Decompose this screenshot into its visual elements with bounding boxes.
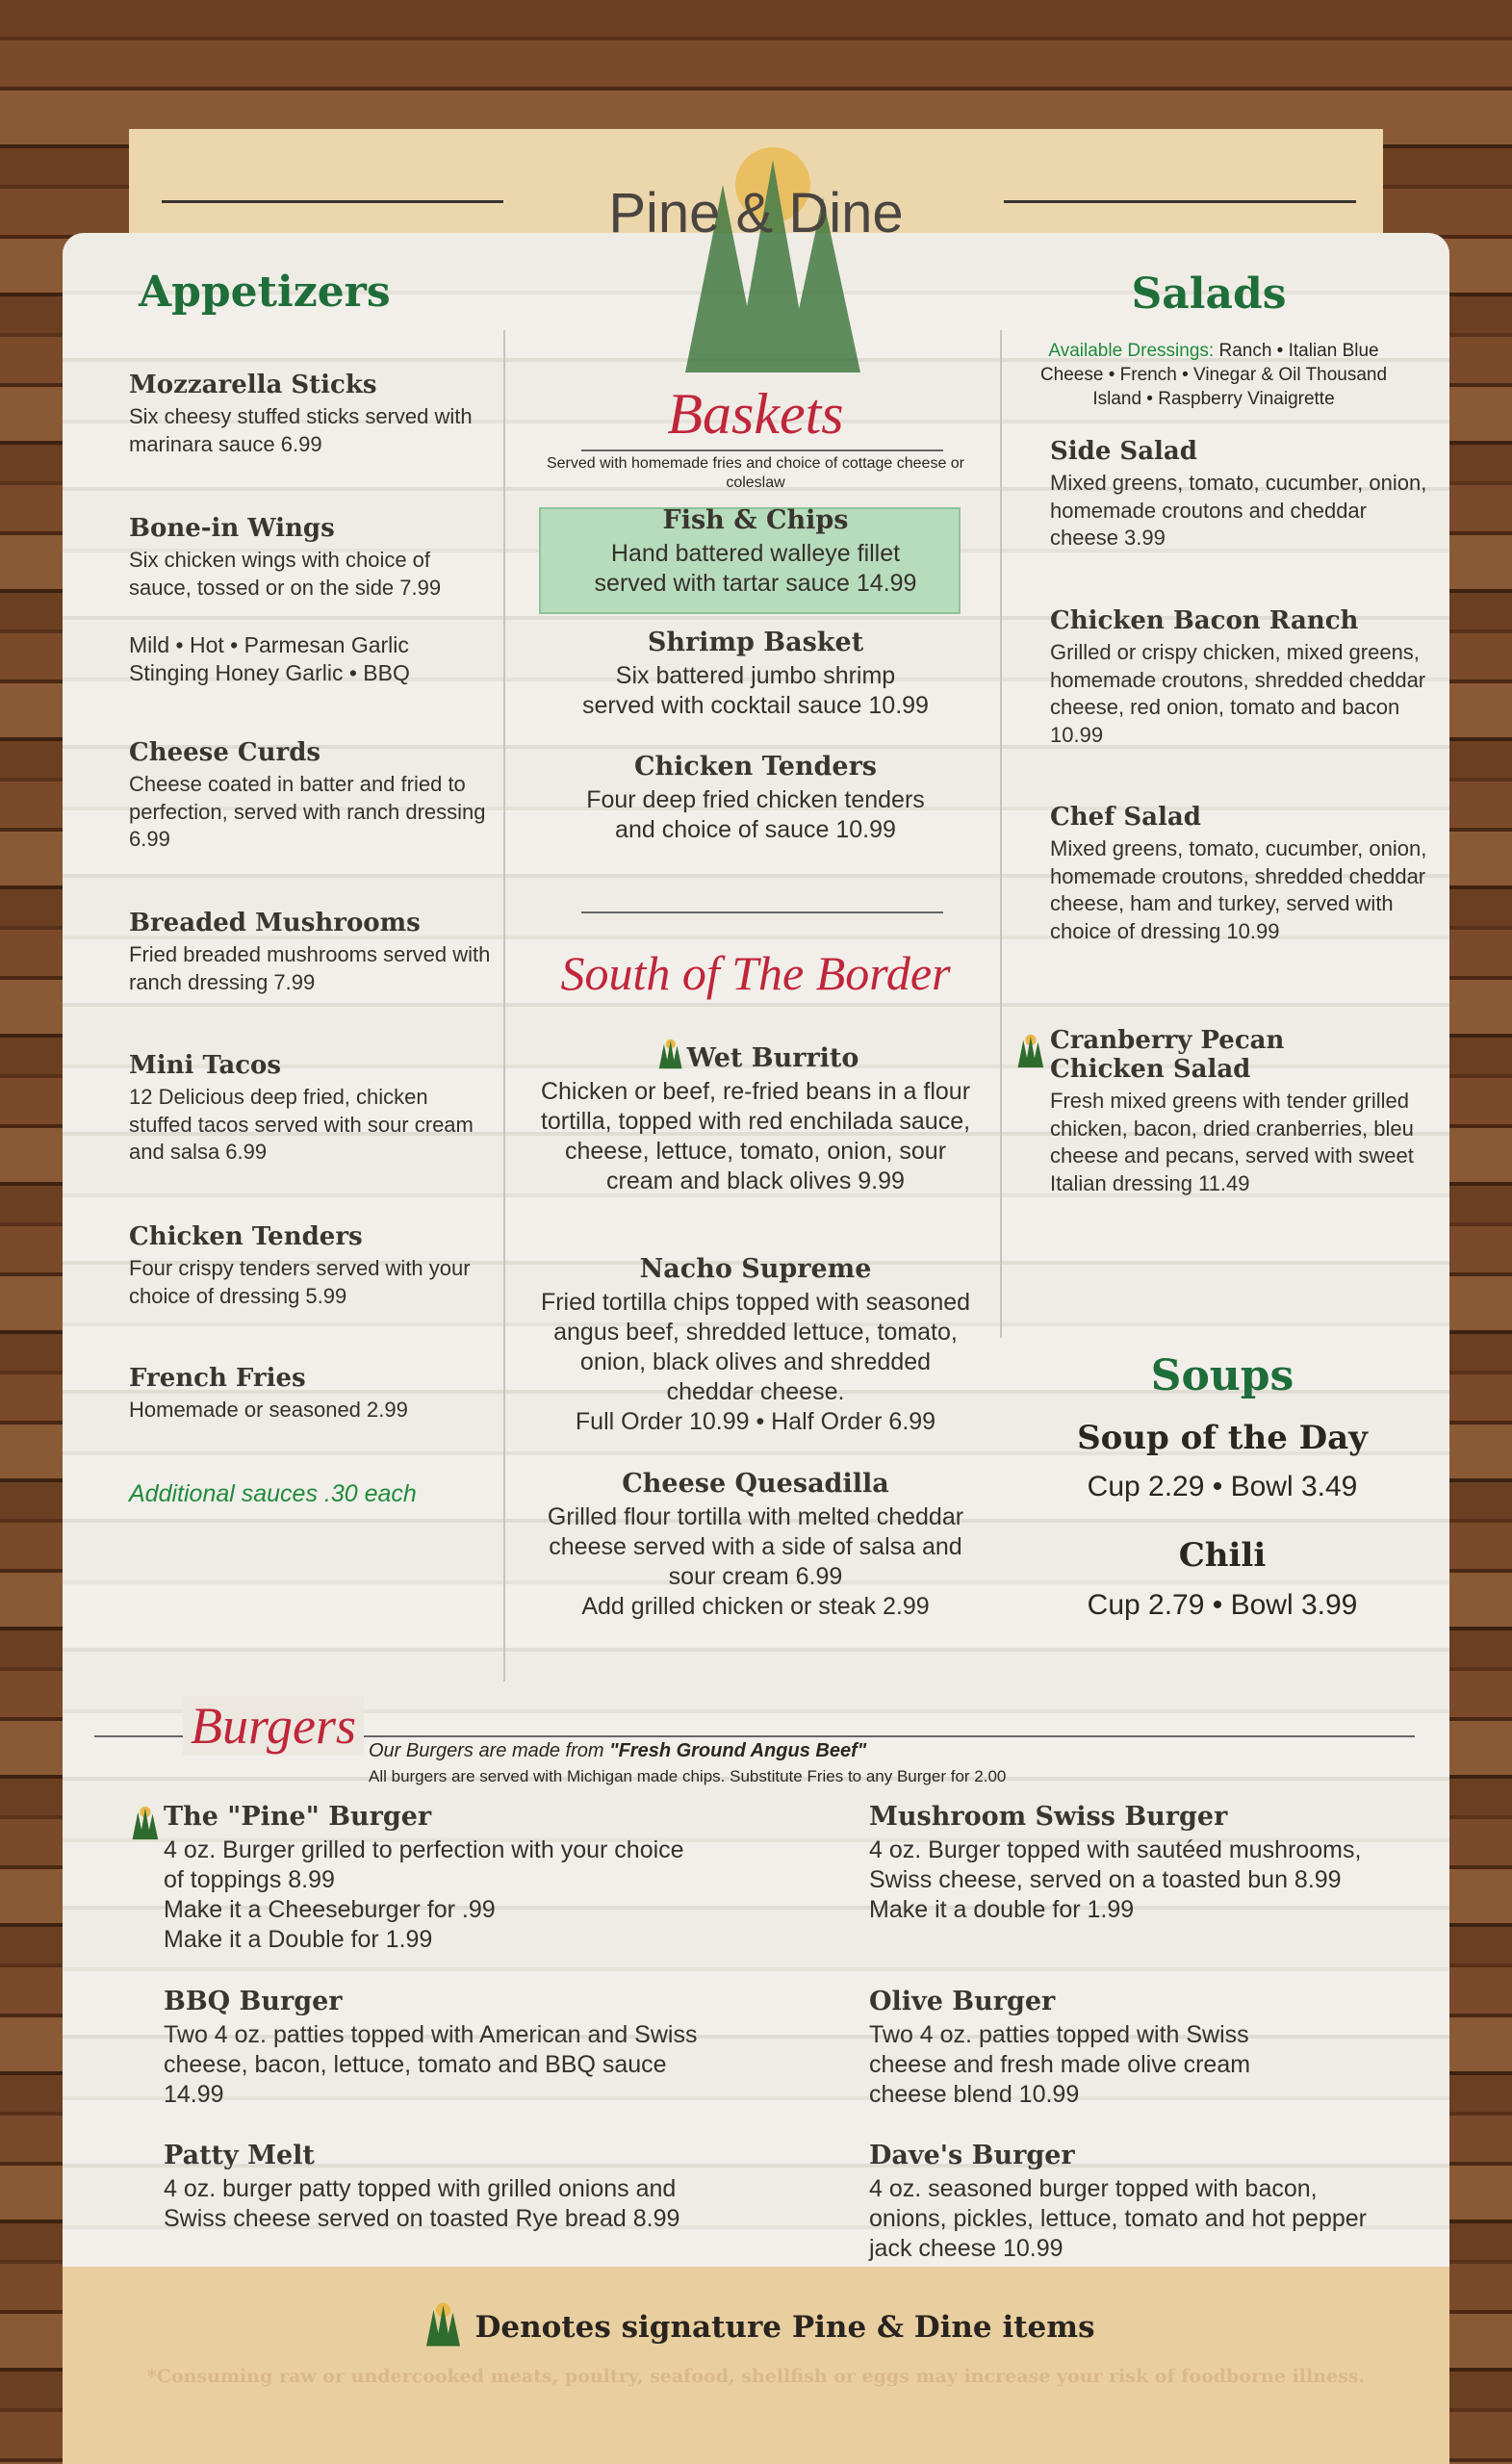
item-desc: Four crispy tenders served with your choice of dressing 5.99 <box>129 1256 471 1308</box>
menu-item <box>129 1364 495 1424</box>
item-extra: Make it a Cheeseburger for .99 <box>164 1896 496 1923</box>
item-name: Mozzarella Sticks <box>129 371 377 399</box>
burgers-note <box>369 1740 866 1762</box>
soup-name: Soup of the Day <box>1077 1419 1368 1457</box>
menu-item <box>129 738 495 854</box>
menu-item <box>534 505 977 599</box>
divider <box>581 911 943 913</box>
burgers-heading: Burgers <box>183 1696 364 1756</box>
item-desc: 4 oz. Burger topped with sautéed mushrooms, Swiss cheese, served on a toasted bun 8.99 <box>869 1836 1362 1893</box>
sauce-line: Mild • Hot • Parmesan Garlic <box>129 632 409 657</box>
item-name: Chicken Bacon Ranch <box>1050 606 1359 635</box>
item-name: Dave's Burger <box>869 2141 1075 2170</box>
item-name: Chicken Tenders <box>129 1222 363 1251</box>
item-name: Shrimp Basket <box>647 628 864 657</box>
logo-trees-icon <box>616 135 905 385</box>
item-desc: 12 Delicious deep fried, chicken stuffed tacos served with sour cream and salsa 6.99 <box>129 1085 474 1164</box>
item-desc: Fried tortilla chips topped with seasoned angus beef, shredded lettuce, tomato, onion, black olives and shredded cheddar cheese. <box>540 1289 971 1405</box>
menu-item <box>1050 1026 1416 1197</box>
menu-item <box>1050 606 1435 749</box>
dressings-list: Ranch • Italian Blue Cheese • French • Vinegar & Oil Thousand Island • Raspberry Vinaigrette <box>1039 341 1388 409</box>
baskets-subtitle: Served with homemade fries and choice of cottage cheese or coleslaw <box>546 455 965 491</box>
item-extra: Add grilled chicken or steak 2.99 <box>581 1593 930 1620</box>
item-desc: Two 4 oz. patties topped with Swiss cheese and fresh made olive cream cheese blend 10.99 <box>869 2021 1251 2108</box>
item-desc: Grilled or crispy chicken, mixed greens, homemade croutons, shredded cheddar cheese, red onion, tomato and bacon 10.99 <box>1050 640 1426 747</box>
item-name: Chef Salad <box>1050 803 1201 832</box>
menu-item <box>129 1222 495 1310</box>
legend-text: Denotes signature Pine & Dine items <box>474 2310 1095 2345</box>
signature-tree-icon <box>1011 1032 1047 1070</box>
restaurant-title: Pine & Dine <box>608 182 904 244</box>
soup-price: Cup 2.29 • Bowl 3.49 <box>1087 1471 1358 1502</box>
item-name: Breaded Mushrooms <box>129 909 421 937</box>
menu-item <box>129 371 495 458</box>
menu-item <box>129 1051 495 1167</box>
item-name: Cheese Curds <box>129 738 321 767</box>
item-desc: 4 oz. Burger grilled to perfection with your choice of toppings 8.99 <box>164 1836 684 1893</box>
soups-heading: Soups <box>1150 1351 1294 1400</box>
item-desc: Fresh mixed greens with tender grilled chicken, bacon, dried cranberries, bleu cheese and pecans, served with sweet Italian dressing 11.49 <box>1050 1089 1414 1195</box>
sauce-line: Stinging Honey Garlic • BBQ <box>129 659 410 685</box>
item-desc: Mixed greens, tomato, cucumber, onion, homemade croutons, shredded cheddar cheese, ham and turkey, served with choice of dressing 10.99 <box>1050 836 1427 943</box>
signature-legend <box>0 2300 1512 2348</box>
signature-tree-icon <box>125 1804 162 1842</box>
menu-item <box>534 1254 977 1437</box>
item-desc: 4 oz. seasoned burger topped with bacon, onions, pickles, lettuce, tomato and hot pepper jack cheese 10.99 <box>869 2175 1367 2262</box>
item-desc: Six battered jumbo shrimp served with cocktail sauce 10.99 <box>582 662 929 719</box>
burgers-note-2: All burgers are served with Michigan made chips. Substitute Fries to any Burger for 2.00 <box>369 1767 1007 1785</box>
note-text: Our Burgers are made from <box>369 1740 610 1761</box>
item-name: Cranberry Pecan Chicken Salad <box>1050 1026 1285 1084</box>
menu-item <box>869 1802 1370 1925</box>
item-name: Side Salad <box>1050 437 1197 466</box>
item-name: BBQ Burger <box>164 1987 343 2016</box>
menu-item <box>534 628 977 721</box>
menu-item <box>164 2141 703 2234</box>
column-divider <box>503 330 505 1681</box>
item-name: Fish & Chips <box>662 505 849 535</box>
note-bold: "Fresh Ground Angus Beef" <box>609 1740 867 1761</box>
disclaimer: *Consuming raw or undercooked meats, poultry, seafood, shellfish or eggs may increase your risk of foodborne illness. <box>146 2366 1366 2387</box>
menu-item <box>869 1987 1331 2110</box>
wing-sauces <box>129 631 495 686</box>
soup-price: Cup 2.79 • Bowl 3.99 <box>1087 1589 1358 1621</box>
item-name-text: Wet Burrito <box>686 1043 859 1073</box>
dressings <box>1026 339 1401 411</box>
item-desc: Grilled flour tortilla with melted cheddar cheese served with a side of salsa and sour cream 6.99 <box>547 1503 964 1590</box>
signature-tree-icon <box>417 2300 465 2348</box>
menu-item <box>129 514 495 602</box>
item-desc: Two 4 oz. patties topped with American and Swiss cheese, bacon, lettuce, tomato and BBQ sauce 14.99 <box>164 2021 698 2108</box>
appetizers-heading: Appetizers <box>139 268 391 317</box>
item-name: Bone-in Wings <box>129 514 335 543</box>
menu-item <box>534 752 977 845</box>
salads-heading: Salads <box>1131 270 1287 319</box>
item-desc: Hand battered walleye fillet served with tartar sauce 14.99 <box>594 540 917 597</box>
menu-item <box>164 1802 703 1955</box>
signature-tree-icon <box>653 1038 685 1070</box>
item-name: Nacho Supreme <box>639 1254 872 1284</box>
item-extra: Make it a Double for 1.99 <box>164 1926 433 1953</box>
item-desc: 4 oz. burger patty topped with grilled onions and Swiss cheese served on toasted Rye bread 8.99 <box>164 2175 680 2232</box>
menu-item <box>534 1469 977 1622</box>
menu-item <box>1050 437 1435 552</box>
item-desc: Six chicken wings with choice of sauce, tossed or on the side 7.99 <box>129 548 442 600</box>
menu-item <box>1050 803 1435 945</box>
item-extra: Make it a double for 1.99 <box>869 1896 1135 1923</box>
item-name: Olive Burger <box>869 1987 1056 2016</box>
item-desc: Homemade or seasoned 2.99 <box>129 1398 408 1422</box>
soup-name: Chili <box>1178 1536 1267 1575</box>
item-desc: Mixed greens, tomato, cucumber, onion, homemade croutons and cheddar cheese 3.99 <box>1050 471 1427 550</box>
item-name: Cheese Quesadilla <box>622 1469 889 1499</box>
item-extra: Full Order 10.99 • Half Order 6.99 <box>575 1408 936 1435</box>
item-desc: Chicken or beef, re-fried beans in a flour tortilla, topped with red enchilada sauce, cheese, lettuce, tomato, onion, sour cream and black olives 9.99 <box>540 1078 971 1194</box>
item-name <box>534 1038 977 1073</box>
item-desc: Fried breaded mushrooms served with ranch dressing 7.99 <box>129 942 491 994</box>
south-heading: South of The Border <box>560 946 951 1000</box>
menu-item <box>164 1987 703 2110</box>
item-desc: Cheese coated in batter and fried to perfection, served with ranch dressing 6.99 <box>129 772 486 851</box>
item-name: The "Pine" Burger <box>164 1802 432 1832</box>
item-name: Mini Tacos <box>129 1051 282 1080</box>
menu-item <box>129 909 495 996</box>
sauces-note: Additional sauces .30 each <box>129 1480 417 1507</box>
menu-item <box>534 1038 977 1196</box>
item-name: Chicken Tenders <box>633 752 878 782</box>
item-name: Mushroom Swiss Burger <box>869 1802 1228 1832</box>
baskets-heading: Baskets <box>667 382 844 446</box>
divider <box>581 449 943 451</box>
column-divider <box>1000 330 1002 1338</box>
item-name: French Fries <box>129 1364 306 1393</box>
menu-item <box>869 2141 1370 2264</box>
item-desc: Four deep fried chicken tenders and choice of sauce 10.99 <box>586 786 925 843</box>
item-name: Patty Melt <box>164 2141 315 2170</box>
item-desc: Six cheesy stuffed sticks served with marinara sauce 6.99 <box>129 404 473 456</box>
dressings-label: Available Dressings: <box>1048 341 1215 361</box>
